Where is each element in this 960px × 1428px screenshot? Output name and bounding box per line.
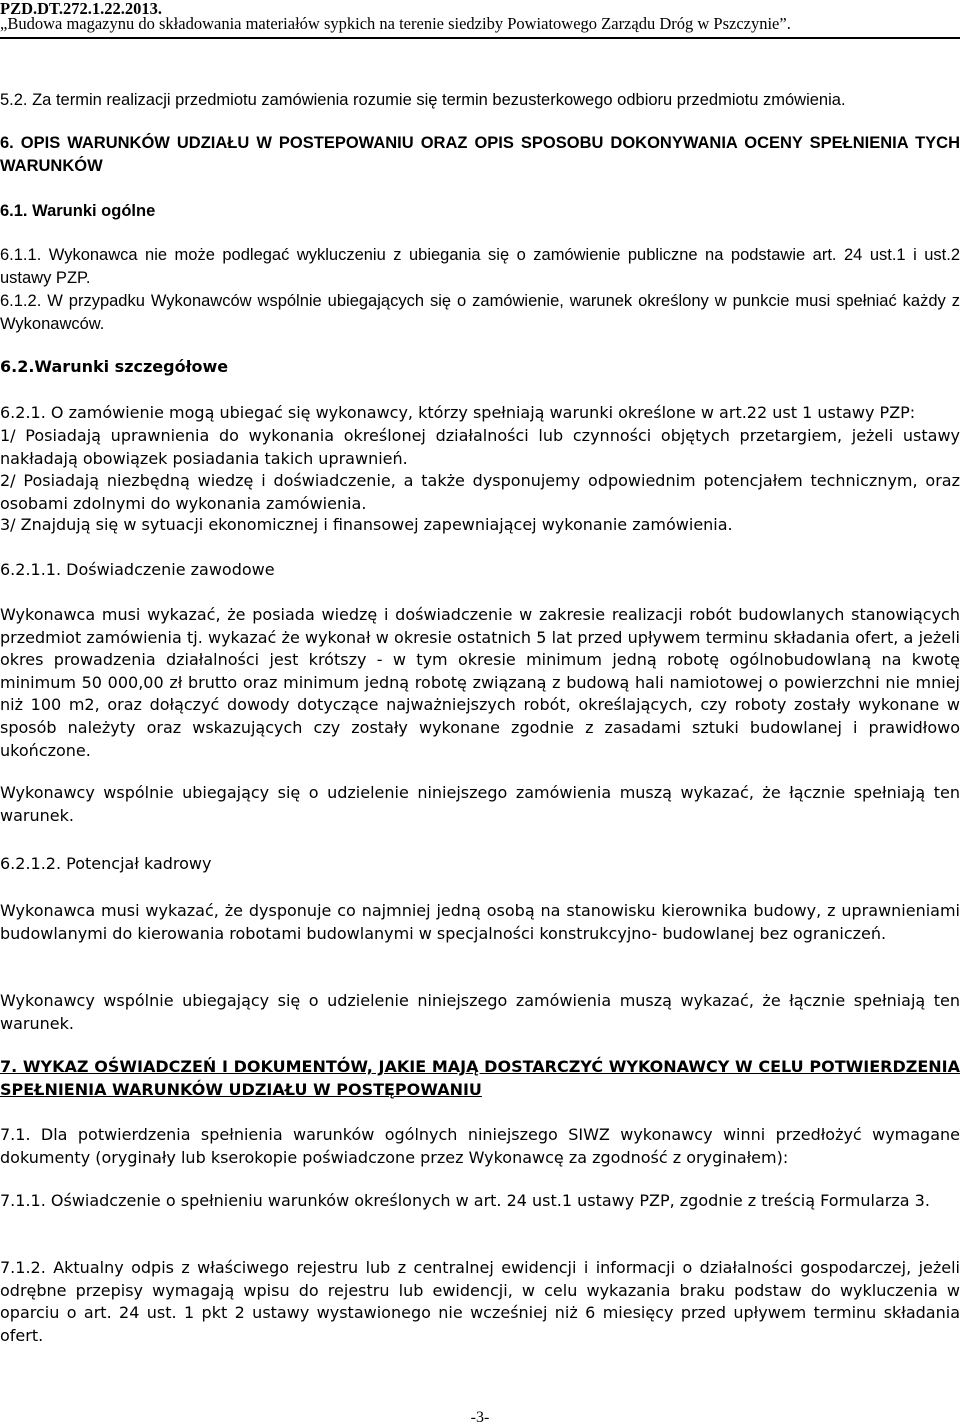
section-6-1-2-text: 6.1.2. W przypadku Wykonawców wspólnie ubiegających się o zamówienie, warunek określony w punkcie musi spełniać każdy z Wykonawców. — [0, 292, 960, 333]
joint-bidders-note-2: Wykonawcy wspólnie ubiegający się o udzielenie niniejszego zamówienia muszą wykazać, że łącznie spełniają ten warunek. — [0, 991, 960, 1033]
section-7-heading: 7. WYKAZ OŚWIADCZEŃ I DOKUMENTÓW, JAKIE MAJĄ DOSTARCZYĆ WYKONAWCY W CELU POTWIERDZENIA SPEŁNIENIA WARUNKÓW UDZIAŁU W POSTĘPOWANIU — [0, 1057, 960, 1099]
condition-3-text: 3/ Znajdują się w sytuacji ekonomicznej i finansowej zapewniającej wykonanie zamówienia. — [0, 515, 733, 534]
section-7-1-2-text: 7.1.2. Aktualny odpis z właściwego rejestru lub z centralnej ewidencji i informacji o działalności gospodarczej, jeżeli odrębne przepisy wymagają wpisu do rejestru lub ewidencji, w celu wykazania braku podstaw do wykluczenia w oparciu o art. 24 ust. 1 pkt 2 ustawy wystawionego nie wcześniej niż 6 miesięcy przed upływem terminu składania ofert. — [0, 1258, 960, 1345]
section-6-2-1-text: 6.2.1. O zamówienie mogą ubiegać się wykonawcy, którzy spełniają warunki określone w art.22 ust 1 ustawy PZP: — [0, 403, 916, 422]
experience-requirement-text: Wykonawca musi wykazać, że posiada wiedzę i doświadczenie w zakresie realizacji robót budowlanych stanowiących przedmiot zamówienia tj. wykazać że wykonał w okresie ostatnich 5 lat przed upływem terminu składania ofert, a jeżeli okres prowadzenia działalności jest krótszy - w tym okresie minimum jedną robotę ogólnobudowlaną na kwotę minimum 50 000,00 zł brutto oraz minimum jedną robotę związaną z budową hali namiotowej o powierzchni nie mniej niż 100 m2, oraz dołączyć dowody dotyczące najważniejszych robót, określających, czy roboty zostały wykonane w sposób należyty oraz wskazujących czy zostały wykonane zgodnie z zasadami sztuki budowlanej i prawidłowo ukończone. — [0, 605, 960, 760]
document-subject: „Budowa magazynu do składowania materiałów sypkich na terenie siedziby Powiatowego Zarządu Dróg w Pszczynie”. — [0, 14, 791, 33]
section-7-1-text: 7.1. Dla potwierdzenia spełnienia warunków ogólnych niniejszego SIWZ wykonawcy winni przedłożyć wymagane dokumenty (oryginały lub kserokopie poświadczone przez Wykonawcę za zgodność z oryginałem): — [0, 1125, 960, 1167]
section-6-2-heading: 6.2.Warunki szczegółowe — [0, 357, 229, 376]
section-6-2-1-1-heading: 6.2.1.1. Doświadczenie zawodowe — [0, 560, 275, 579]
section-6-heading: 6. OPIS WARUNKÓW UDZIAŁU W POSTEPOWANIU ORAZ OPIS SPOSOBU DOKONYWANIA OCENY SPEŁNIENIA TYCH WARUNKÓW — [0, 134, 960, 175]
section-6-2-1-2-heading: 6.2.1.2. Potencjał kadrowy — [0, 854, 212, 873]
condition-2-text: 2/ Posiadają niezbędną wiedzę i doświadczenie, a także dysponujemy odpowiednim potencjałem technicznym, oraz osobami zdolnymi do wykonania zamówienia. — [0, 471, 960, 513]
page-number: -3- — [470, 1409, 490, 1426]
section-7-1-1-text: 7.1.1. Oświadczenie o spełnieniu warunków określonych w art. 24 ust.1 ustawy PZP, zgodnie z treścią Formularza 3. — [0, 1191, 930, 1210]
condition-1-text: 1/ Posiadają uprawnienia do wykonania określonej działalności lub czynności objętych przetargiem, jeżeli ustawy nakładają obowiązek posiadania takich uprawnień. — [0, 426, 960, 468]
staff-requirement-text: Wykonawca musi wykazać, że dysponuje co najmniej jedną osobą na stanowisku kierownika budowy, z uprawnieniami budowlanymi do kierowania robotami budowlanymi w specjalności konstrukcyjno- budowlanej bez ograniczeń. — [0, 901, 960, 943]
section-5-2-text: 5.2. Za termin realizacji przedmiotu zamówienia rozumie się termin bezusterkowego odbioru przedmiotu zmówienia. — [0, 91, 846, 109]
joint-bidders-note-1: Wykonawcy wspólnie ubiegający się o udzielenie niniejszego zamówienia muszą wykazać, że łącznie spełniają ten warunek. — [0, 783, 960, 825]
document-reference: PZD.DT.272.1.22.2013. — [0, 0, 162, 18]
header-divider — [0, 37, 960, 39]
section-6-1-heading: 6.1. Warunki ogólne — [0, 202, 156, 220]
section-6-1-1-text: 6.1.1. Wykonawca nie może podlegać wykluczeniu z ubiegania się o zamówienie publiczne na podstawie art. 24 ust.1 i ust.2 ustawy PZP. — [0, 246, 960, 287]
